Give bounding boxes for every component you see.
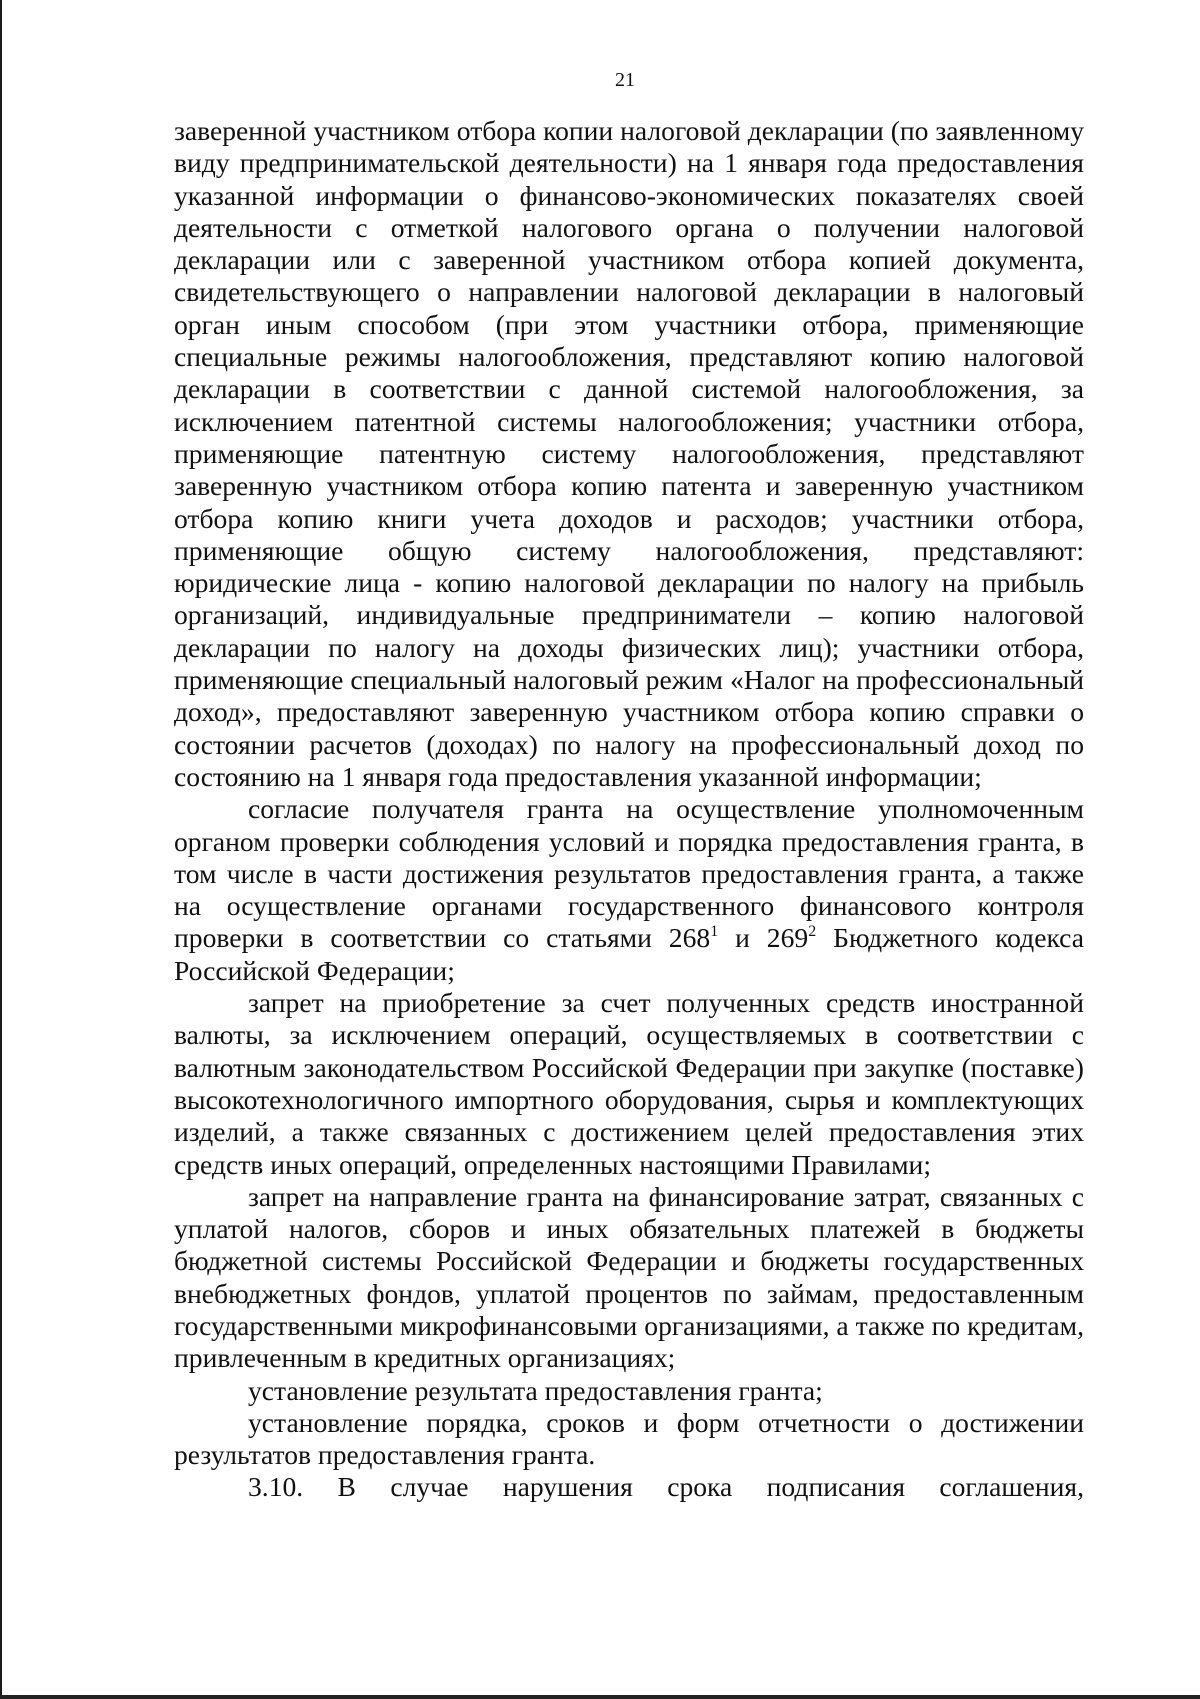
page-left-edge	[0, 0, 2, 1699]
superscript-article-268: 1	[710, 923, 719, 941]
paragraph-section-3-10: 3.10. В случае нарушения срока подписания соглашения,	[248, 1471, 1084, 1503]
document-body	[174, 115, 1084, 1504]
page-number: 21	[615, 69, 635, 91]
paragraph-reporting-procedure: установление порядка, сроков и форм отчетности о достижении результатов предоставления гранта.	[174, 1406, 1084, 1471]
page-bottom-edge	[0, 1695, 1200, 1699]
paragraph-consent-inspection	[174, 793, 1084, 987]
paragraph-tax-payment-ban: запрет на направление гранта на финансирование затрат, связанных с уплатой налогов, сборов и иных обязательных платежей в бюджеты бюджетной системы Российской Федерации и бюджеты государственных внебюджетных фондов, уплатой процентов по займам, предоставленным государственными микрофинансовыми организациями, а также по кредитам, привлеченным в кредитных организациях;	[174, 1180, 1084, 1374]
paragraph-tax-declaration: заверенной участником отбора копии налоговой декларации (по заявленному виду предпринимательской деятельности) на 1 января года предоставления указанной информации о финансово-экономических показателях своей деятельности с отметкой налогового органа о получении налоговой декларации или с заверенной участником отбора копией документа, свидетельствующего о направлении налоговой декларации в налоговый орган иным способом (при этом участники отбора, применяющие специальные режимы налогообложения, представляют копию налоговой декларации в соответствии с данной системой налогообложения, за исключением патентной системы налогообложения; участники отбора, применяющие патентную систему налогообложения, представляют заверенную участником отбора копию патента и заверенную участником отбора копию книги учета доходов и расходов; участники отбора, применяющие общую систему налогообложения, представляют: юридические лица - копию налоговой декларации по налогу на прибыль организаций, индивидуальные предприниматели – копию налоговой декларации по налогу на доходы физических лиц); участники отбора, применяющие специальный налоговый режим «Налог на профессиональный доход», предоставляют заверенную участником отбора копию справки о состоянии расчетов (доходах) по налогу на профессиональный доход по состоянию на 1 января года предоставления указанной информации;	[174, 115, 1084, 792]
consent-text-part3: Бюджетного кодекса Российской Федерации;	[174, 922, 1084, 986]
paragraph-currency-ban: запрет на приобретение за счет полученных средств иностранной валюты, за исключением операций, осуществляемых в соответствии с валютным законодательством Российской Федерации при закупке (поставке) высокотехнологичного импортного оборудования, сырья и комплектующих изделий, а также связанных с достижением целей предоставления этих средств иных операций, определенных настоящими Правилами;	[174, 987, 1084, 1180]
paragraph-grant-result: установление результата предоставления гранта;	[248, 1374, 823, 1406]
consent-text-part2: и 269	[718, 922, 809, 954]
superscript-article-269: 2	[808, 923, 817, 941]
consent-text-part1: согласие получателя гранта на осуществление уполномоченным органом проверки соблюдения условий и порядка предоставления гранта, в том числе в части достижения результатов предоставления гранта, а также на осуществление органами государственного финансового контроля проверки в соответствии со статьями 268	[174, 793, 1084, 954]
